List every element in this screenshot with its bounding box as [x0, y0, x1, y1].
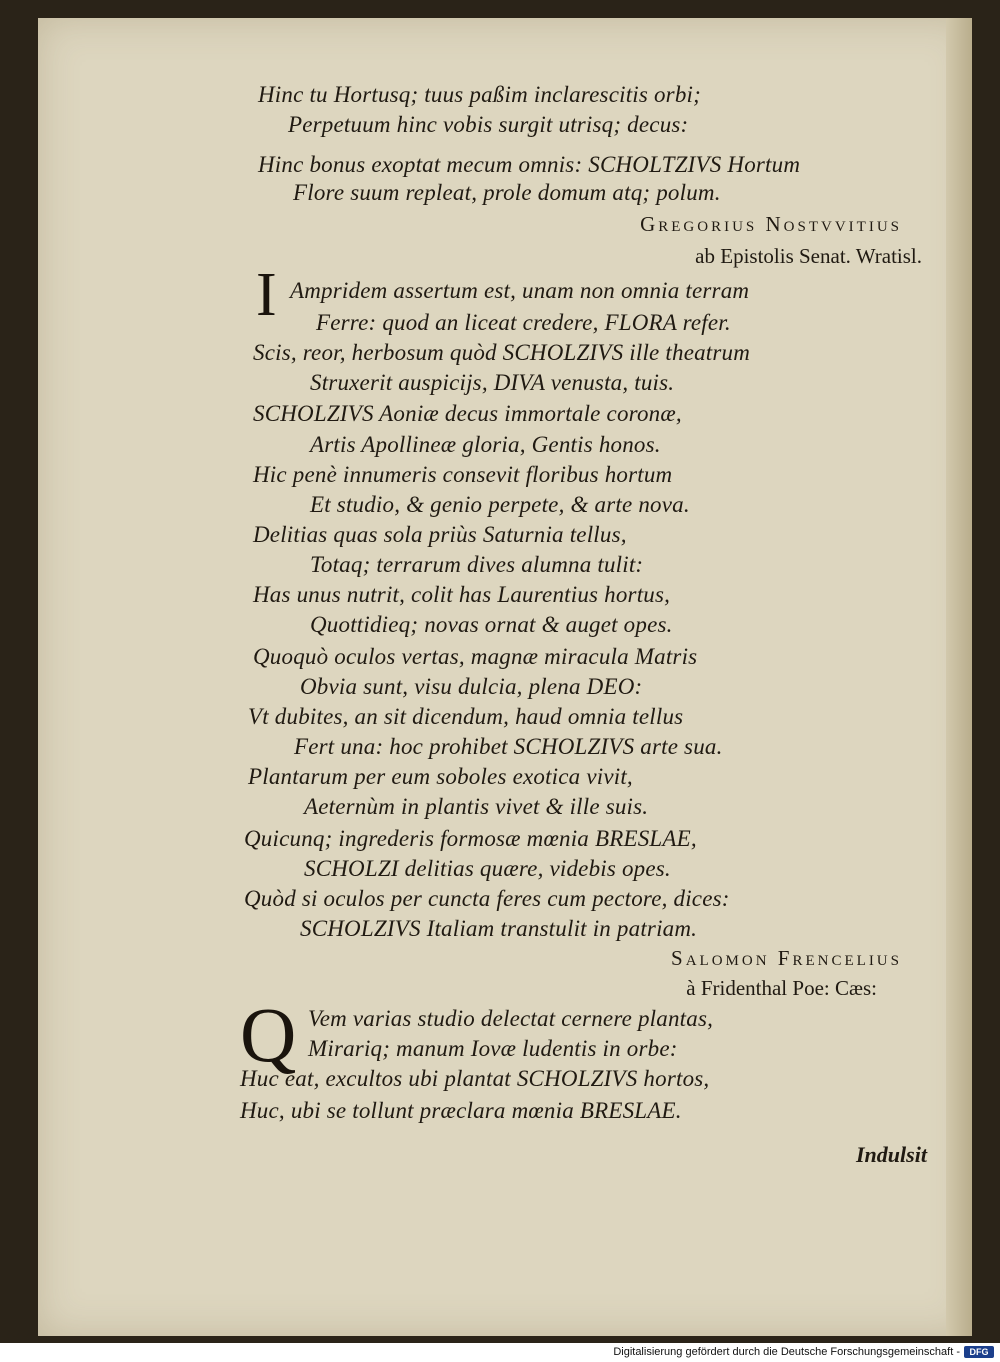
verse-line: Huc, ubi se tollunt præclara mœnia BRESLAE. — [240, 1098, 682, 1123]
drop-cap: I — [256, 261, 277, 329]
verse-line: Has unus nutrit, colit has Laurentius hortus, — [253, 582, 671, 607]
verse-line: Ferre: quod an liceat credere, FLORA refer. — [316, 310, 731, 335]
verse-line: SCHOLZIVS Aoniæ decus immortale coronæ, — [253, 401, 682, 426]
dfg-logo: DFG — [964, 1346, 994, 1358]
verse-line: Scis, reor, herbosum quòd SCHOLZIVS ille theatrum — [253, 340, 751, 365]
digitization-footer — [0, 1343, 1000, 1362]
verse-line: Et studio, & genio perpete, & arte nova. — [310, 492, 690, 517]
author-name: Salomon Frencelius — [671, 946, 902, 970]
verse-line: Obvia sunt, visu dulcia, plena DEO: — [300, 674, 643, 699]
author-name: Gregorius Nostvvitius — [640, 212, 902, 236]
verse-line: Flore suum repleat, prole domum atq; polum. — [293, 180, 721, 205]
verse-line: Quicunq; ingrederis formosæ mœnia BRESLAE, — [244, 826, 697, 851]
page-edge — [946, 18, 972, 1336]
verse-line: Hinc bonus exoptat mecum omnis: SCHOLTZIVS Hortum — [258, 152, 801, 177]
verse-line: Plantarum per eum soboles exotica vivit, — [248, 764, 633, 789]
verse-line: Vem varias studio delectat cernere plantas, — [308, 1006, 714, 1031]
verse-line: Struxerit auspicijs, DIVA venusta, tuis. — [310, 370, 675, 395]
verse-line: SCHOLZIVS Italiam transtulit in patriam. — [300, 916, 698, 941]
verse-line: Ampridem assertum est, unam non omnia terram — [290, 278, 750, 303]
verse-line: Vt dubites, an sit dicendum, haud omnia tellus — [248, 704, 684, 729]
verse-line: Aeternùm in plantis vivet & ille suis. — [304, 794, 649, 819]
verse-line: Fert una: hoc prohibet SCHOLZIVS arte sua. — [294, 734, 723, 759]
verse-line: Huc eat, excultos ubi plantat SCHOLZIVS hortos, — [240, 1066, 710, 1091]
verse-line: Quòd si oculos per cuncta feres cum pectore, dices: — [244, 886, 730, 911]
author-title: à Fridenthal Poe: Cæs: — [686, 976, 877, 1000]
footer-text: Digitalisierung gefördert durch die Deutsche Forschungsgemeinschaft - — [613, 1346, 960, 1358]
verse-line: SCHOLZI delitias quære, videbis opes. — [304, 856, 671, 881]
verse-line: Perpetuum hinc vobis surgit utrisq; decus: — [288, 112, 689, 137]
author-title: ab Epistolis Senat. Wratisl. — [695, 244, 922, 268]
verse-line: Quoquò oculos vertas, magnæ miracula Matris — [253, 644, 698, 669]
drop-cap: Q — [240, 991, 297, 1078]
book-page — [38, 18, 972, 1336]
verse-line: Hic penè innumeris consevit floribus hortum — [253, 462, 673, 487]
verse-line: Mirariq; manum Iovæ ludentis in orbe: — [308, 1036, 678, 1061]
verse-line: Totaq; terrarum dives alumna tulit: — [310, 552, 644, 577]
verse-line: Delitias quas sola priùs Saturnia tellus, — [253, 522, 627, 547]
verse-line: Quottidieq; novas ornat & auget opes. — [310, 612, 673, 637]
catchword: Indulsit — [856, 1142, 927, 1167]
verse-line: Hinc tu Hortusq; tuus paßim inclarescitis orbi; — [258, 82, 701, 107]
verse-line: Artis Apollineæ gloria, Gentis honos. — [310, 432, 661, 457]
